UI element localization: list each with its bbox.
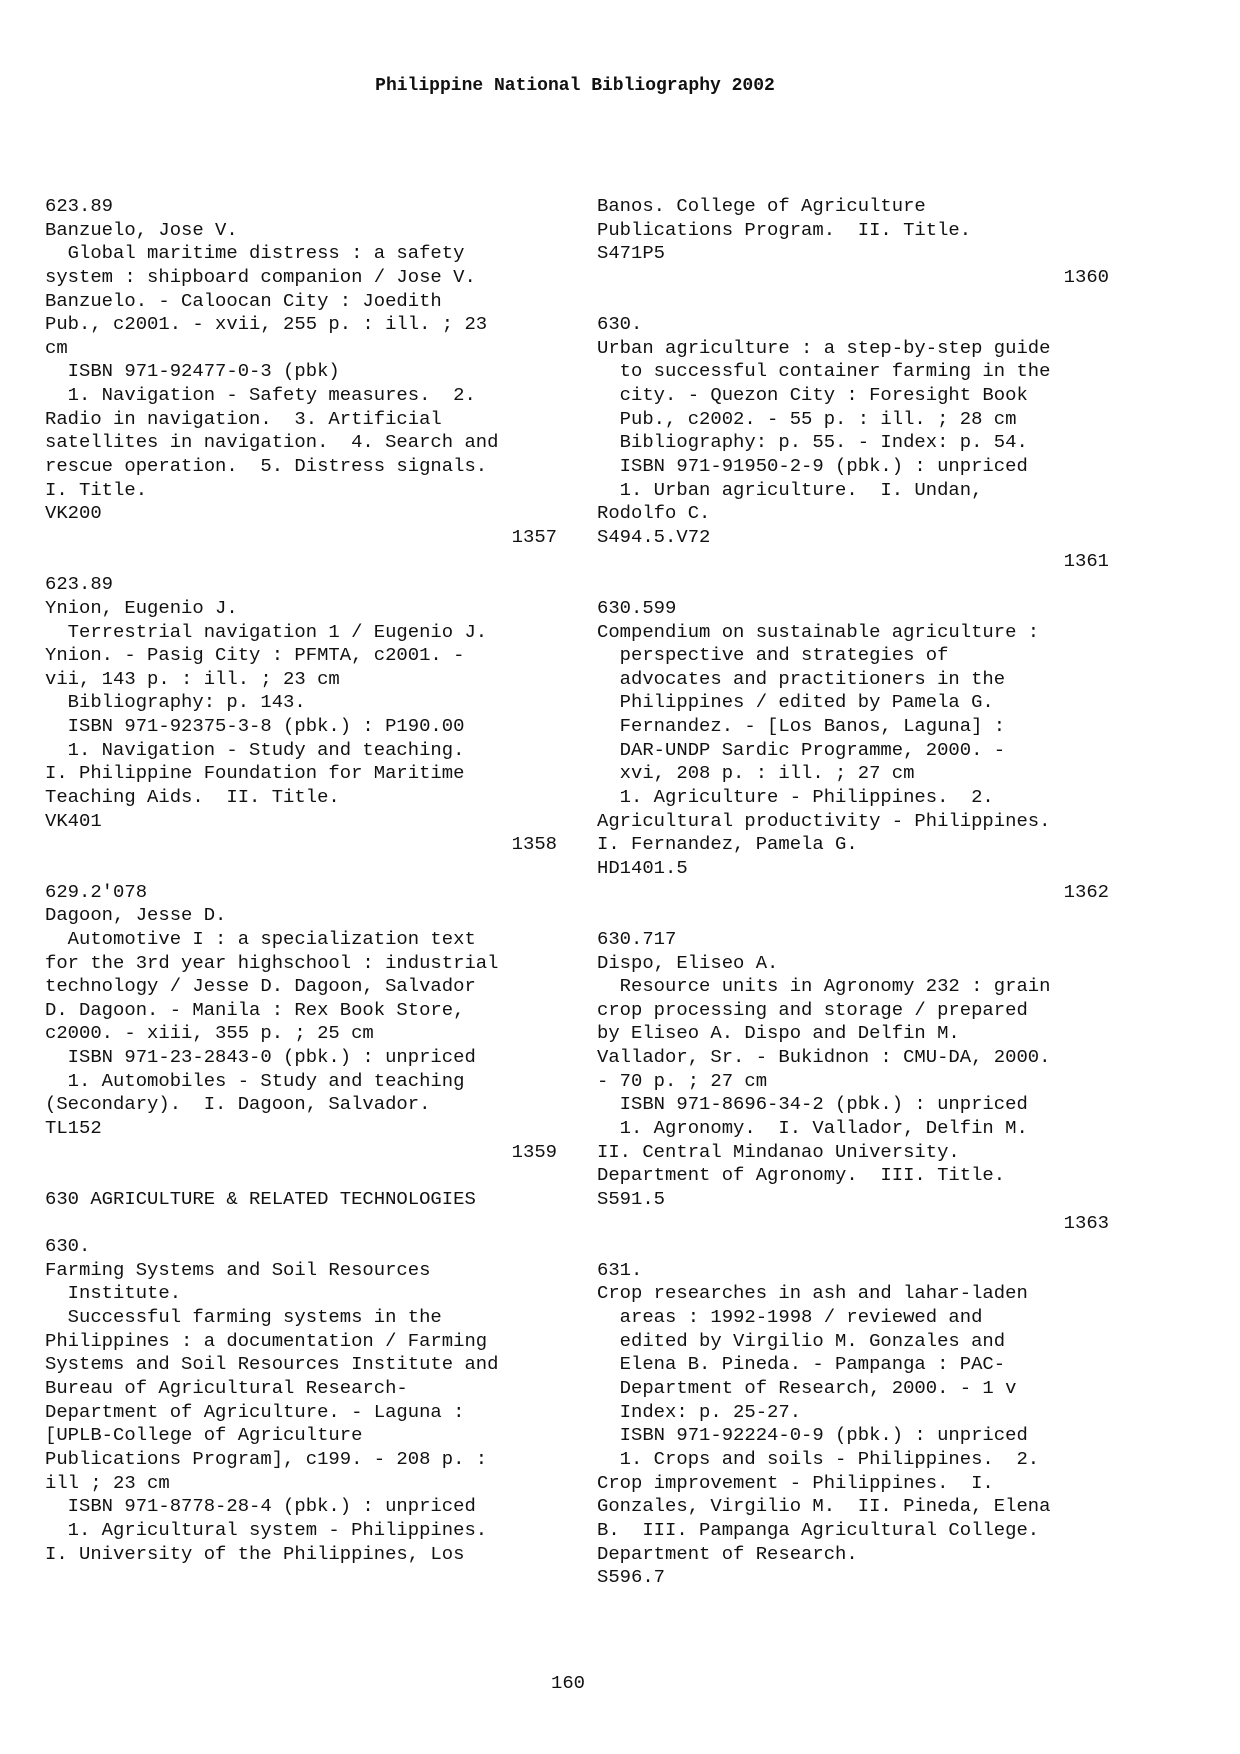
entry-line: VK401	[45, 809, 102, 832]
entry-line: I. Title.	[45, 478, 148, 501]
bibliography-entry	[597, 195, 1109, 290]
entry-line: Teaching Aids. II. Title.	[45, 786, 340, 809]
entry-line: Index: p. 25-27.	[597, 1400, 802, 1423]
entry-line: 629.2'078	[45, 880, 148, 903]
entry-gap	[597, 1235, 1109, 1259]
entry-line: Banos. College of Agriculture	[597, 195, 926, 217]
entry-line: city. - Quezon City : Foresight Book	[597, 384, 1028, 407]
entry-number: 1360	[1063, 265, 1109, 288]
entry-line: I. Fernandez, Pamela G.	[597, 833, 858, 856]
entry-line: Terrestrial navigation 1 / Eugenio J.	[45, 620, 488, 643]
entry-line: 1. Navigation - Study and teaching.	[45, 738, 465, 761]
entry-line: Resource units in Agronomy 232 : grain	[597, 975, 1051, 998]
entry-line: xvi, 208 p. : ill. ; 27 cm	[597, 762, 915, 785]
entry-line: Compendium on sustainable agriculture :	[597, 620, 1040, 643]
entry-line: areas : 1992-1998 / reviewed and	[597, 1306, 983, 1329]
entry-line: advocates and practitioners in the	[597, 667, 1006, 690]
entry-line: Systems and Soil Resources Institute and	[45, 1353, 499, 1376]
entry-gap	[45, 1212, 557, 1236]
entry-line: TL152	[45, 1116, 102, 1139]
entry-line: 1. Agronomy. I. Vallador, Delfin M.	[597, 1116, 1028, 1139]
entry-line: Publications Program], c199. - 208 p. :	[45, 1447, 488, 1470]
entry-line: Dispo, Eliseo A.	[597, 951, 779, 974]
bibliography-entry	[597, 928, 1109, 1235]
entry-line: Department of Research.	[597, 1542, 858, 1565]
entry-line: 1. Crops and soils - Philippines. 2.	[597, 1447, 1040, 1470]
entry-line: Automotive I : a specialization text	[45, 927, 476, 950]
bibliography-entry	[45, 1235, 557, 1566]
entry-number: 1363	[1063, 1211, 1109, 1234]
entry-line: Department of Agronomy. III. Title.	[597, 1164, 1006, 1187]
entry-line: [UPLB-College of Agriculture	[45, 1424, 363, 1447]
entry-number: 1361	[1063, 549, 1109, 572]
entry-line: ISBN 971-92224-0-9 (pbk.) : unpriced	[597, 1424, 1028, 1447]
entry-line: 623.89	[45, 195, 114, 217]
entry-line: 630.	[597, 313, 643, 336]
entry-line: Pub., c2001. - xvii, 255 p. : ill. ; 23	[45, 313, 488, 336]
entry-line: Department of Agriculture. - Laguna :	[45, 1400, 465, 1423]
entry-line: 631.	[597, 1258, 643, 1281]
entry-gap	[45, 550, 557, 574]
entry-line: S494.5.V72	[597, 525, 711, 548]
entry-line: Institute.	[45, 1282, 182, 1305]
entry-line: I. Philippine Foundation for Maritime	[45, 762, 465, 785]
entry-gap	[597, 290, 1109, 314]
entry-line: B. III. Pampanga Agricultural College.	[597, 1518, 1040, 1541]
entry-line: Agricultural productivity - Philippines.	[597, 809, 1051, 832]
entry-line: Pub., c2002. - 55 p. : ill. ; 28 cm	[597, 407, 1017, 430]
entry-line: S596.7	[597, 1566, 666, 1589]
entry-line: Bureau of Agricultural Research-	[45, 1377, 408, 1400]
entry-line: cm	[45, 336, 68, 359]
entry-line: 1. Navigation - Safety measures. 2.	[45, 384, 476, 407]
entry-line: Radio in navigation. 3. Artificial	[45, 407, 442, 430]
entry-line: 630 AGRICULTURE & RELATED TECHNOLOGIES	[45, 1187, 476, 1210]
entry-line: 1. Urban agriculture. I. Undan,	[597, 478, 983, 501]
entry-line: Crop improvement - Philippines. I.	[597, 1471, 994, 1494]
entry-line: (Secondary). I. Dagoon, Salvador.	[45, 1093, 431, 1116]
bibliography-entry	[597, 313, 1109, 573]
entry-line: Global maritime distress : a safety	[45, 242, 465, 265]
entry-line: for the 3rd year highschool : industrial	[45, 951, 499, 974]
entry-line: Urban agriculture : a step-by-step guide	[597, 336, 1051, 359]
entry-line: edited by Virgilio M. Gonzales and	[597, 1329, 1006, 1352]
entry-line: Banzuelo, Jose V.	[45, 218, 238, 241]
entry-line: Philippines : a documentation / Farming	[45, 1329, 488, 1352]
entry-line: HD1401.5	[597, 856, 688, 879]
entry-line: Vallador, Sr. - Bukidnon : CMU-DA, 2000.	[597, 1046, 1051, 1069]
entry-line: ISBN 971-8778-28-4 (pbk.) : unpriced	[45, 1495, 476, 1518]
entry-line: 630.717	[597, 927, 677, 950]
entry-line: Ynion, Eugenio J.	[45, 596, 238, 619]
entry-line: VK200	[45, 502, 102, 525]
entry-number: 1358	[511, 833, 557, 856]
entry-line: perspective and strategies of	[597, 644, 949, 667]
entry-line: Philippines / edited by Pamela G.	[597, 691, 994, 714]
entry-line: c2000. - xiii, 355 p. ; 25 cm	[45, 1022, 374, 1045]
entry-line: S591.5	[597, 1187, 666, 1210]
entry-line: Banzuelo. - Caloocan City : Joedith	[45, 289, 442, 312]
entry-line: ISBN 971-92375-3-8 (pbk.) : P190.00	[45, 715, 465, 738]
entry-line: to successful container farming in the	[597, 360, 1051, 383]
entry-line: system : shipboard companion / Jose V.	[45, 265, 476, 288]
entry-line: ISBN 971-91950-2-9 (pbk.) : unpriced	[597, 455, 1028, 478]
entry-number: 1362	[1063, 880, 1109, 903]
entry-line: by Eliseo A. Dispo and Delfin M.	[597, 1022, 960, 1045]
entry-line: ISBN 971-92477-0-3 (pbk)	[45, 360, 340, 383]
entry-gap	[45, 1164, 557, 1188]
entry-line: vii, 143 p. : ill. ; 23 cm	[45, 667, 340, 690]
entry-line: Dagoon, Jesse D.	[45, 904, 227, 927]
section-heading	[45, 1188, 557, 1212]
page-number: 160	[550, 1672, 585, 1694]
entry-line: - 70 p. ; 27 cm	[597, 1069, 768, 1092]
entry-line: Successful farming systems in the	[45, 1306, 442, 1329]
entry-line: II. Central Mindanao University.	[597, 1140, 960, 1163]
entry-line: I. University of the Philippines, Los	[45, 1542, 465, 1565]
entry-number: 1357	[511, 525, 557, 548]
entry-line: 1. Agriculture - Philippines. 2.	[597, 786, 994, 809]
entry-line: Bibliography: p. 55. - Index: p. 54.	[597, 431, 1028, 454]
entry-line: ISBN 971-8696-34-2 (pbk.) : unpriced	[597, 1093, 1028, 1116]
bibliography-entry	[597, 597, 1109, 904]
entry-number: 1359	[511, 1140, 557, 1163]
entry-line: D. Dagoon. - Manila : Rex Book Store,	[45, 998, 465, 1021]
entry-line: Bibliography: p. 143.	[45, 691, 306, 714]
entry-line: technology / Jesse D. Dagoon, Salvador	[45, 975, 476, 998]
bibliography-column-right	[597, 195, 1109, 1590]
entry-line: DAR-UNDP Sardic Programme, 2000. -	[597, 738, 1006, 761]
entry-line: Department of Research, 2000. - 1 v	[597, 1377, 1017, 1400]
entry-line: Crop researches in ash and lahar-laden	[597, 1282, 1028, 1305]
entry-line: Ynion. - Pasig City : PFMTA, c2001. -	[45, 644, 465, 667]
entry-line: ISBN 971-23-2843-0 (pbk.) : unpriced	[45, 1046, 476, 1069]
entry-line: S471P5	[597, 242, 666, 265]
entry-gap	[597, 904, 1109, 928]
bibliography-column-left	[45, 195, 557, 1566]
entry-line: Publications Program. II. Title.	[597, 218, 972, 241]
bibliography-entry	[45, 573, 557, 857]
entry-line: Rodolfo C.	[597, 502, 711, 525]
entry-line: ill ; 23 cm	[45, 1471, 170, 1494]
page-title: Philippine National Bibliography 2002	[375, 76, 775, 96]
entry-line: Elena B. Pineda. - Pampanga : PAC-	[597, 1353, 1006, 1376]
entry-line: 630.	[45, 1235, 91, 1258]
bibliography-entry	[45, 195, 557, 550]
entry-line: Farming Systems and Soil Resources	[45, 1258, 431, 1281]
entry-line: rescue operation. 5. Distress signals.	[45, 455, 488, 478]
bibliography-entry	[45, 881, 557, 1165]
entry-gap	[597, 573, 1109, 597]
entry-line: crop processing and storage / prepared	[597, 998, 1028, 1021]
entry-line: 630.599	[597, 596, 677, 619]
entry-line: Fernandez. - [Los Banos, Laguna] :	[597, 715, 1006, 738]
entry-line: 623.89	[45, 573, 114, 596]
entry-line: 1. Automobiles - Study and teaching	[45, 1069, 465, 1092]
entry-line: satellites in navigation. 4. Search and	[45, 431, 499, 454]
entry-line: Gonzales, Virgilio M. II. Pineda, Elena	[597, 1495, 1051, 1518]
bibliography-entry	[597, 1259, 1109, 1590]
entry-line: 1. Agricultural system - Philippines.	[45, 1518, 488, 1541]
entry-gap	[45, 857, 557, 881]
